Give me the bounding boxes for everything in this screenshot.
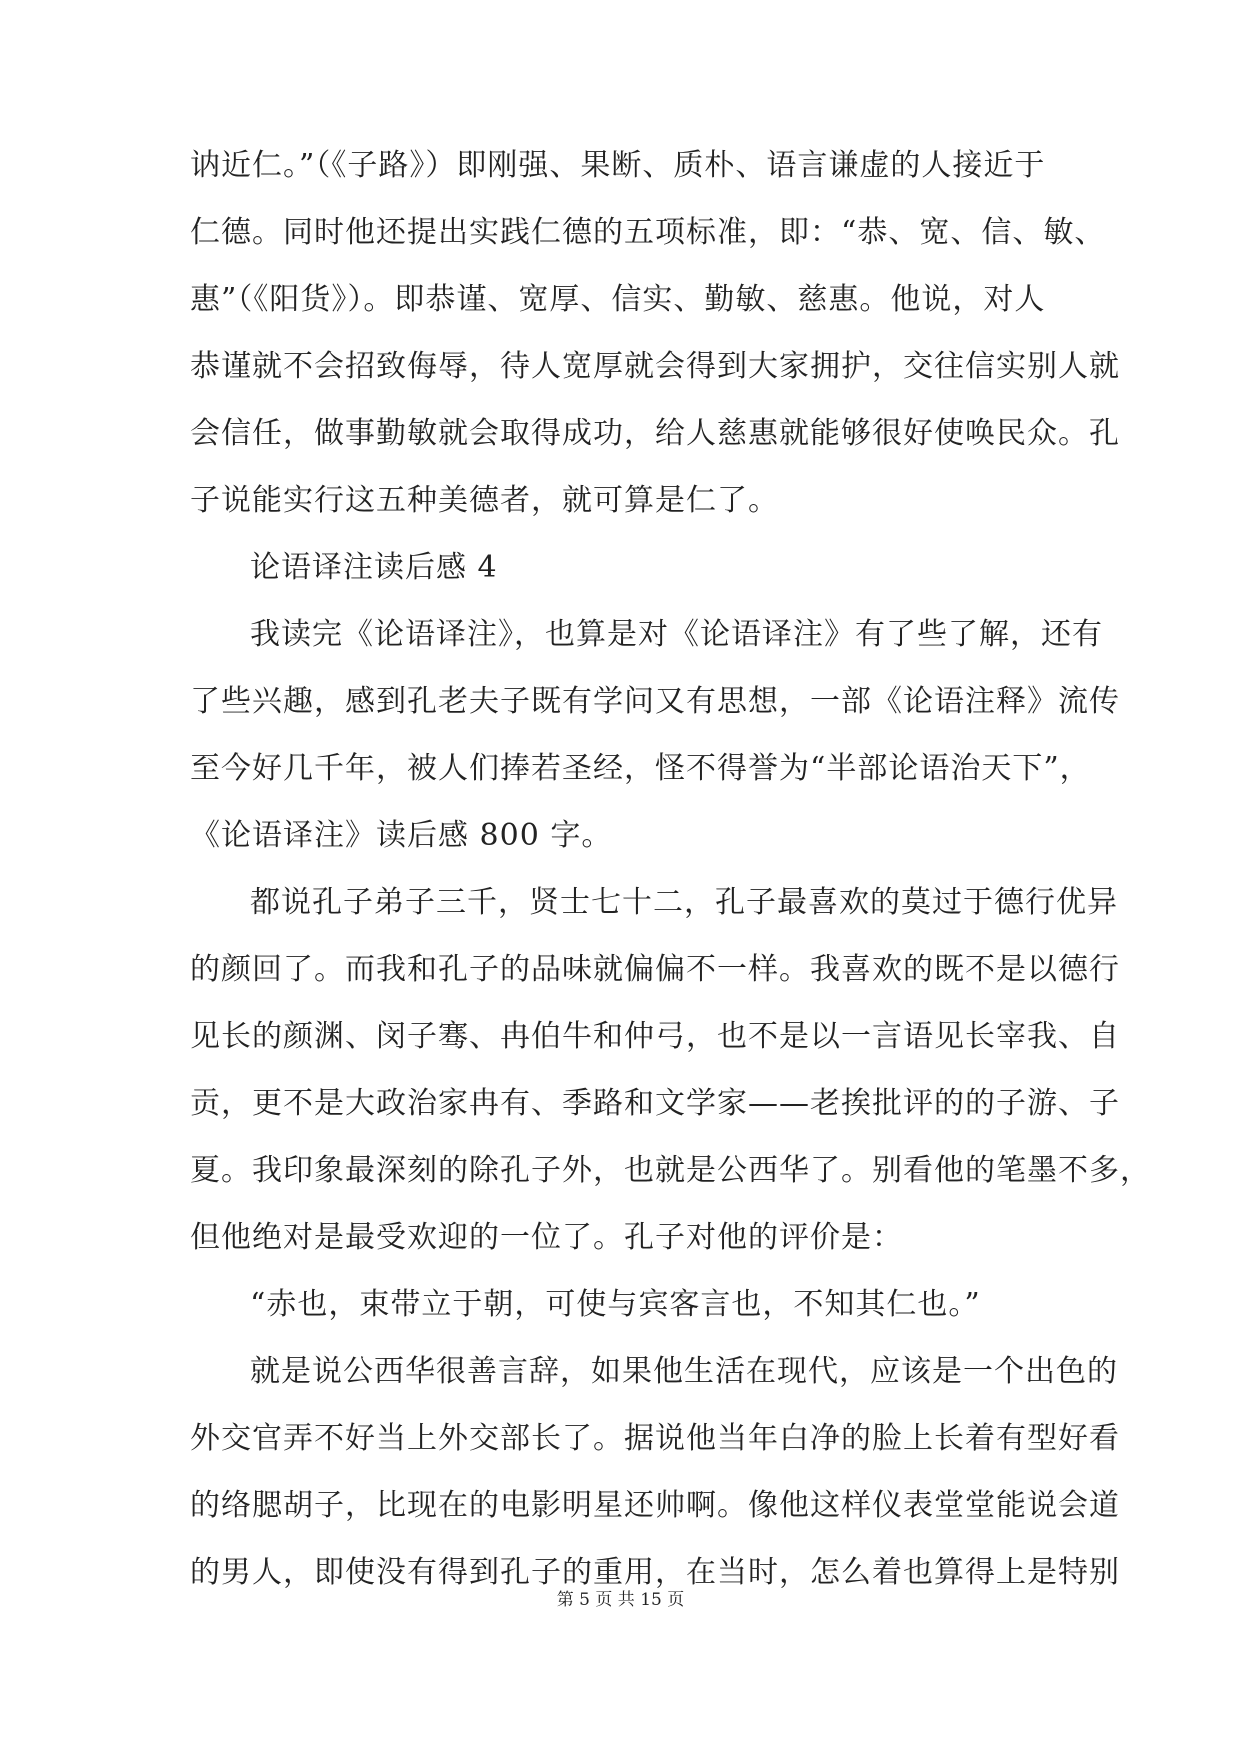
body-line: 会信任，做事勤敏就会取得成功，给人慈惠就能够很好使唤民众。孔	[190, 416, 1120, 451]
body-line: 仁德。同时他还提出实践仁德的五项标准，即：“恭、宽、信、敏、	[190, 215, 1106, 250]
body-line: 外交官弄不好当上外交部长了。据说他当年白净的脸上长着有型好看	[190, 1421, 1120, 1456]
body-line: 惠”（《阳货》）。即恭谨、宽厚、信实、勤敏、慈惠。他说，对人	[190, 282, 1046, 317]
body-line: 我读完《论语译注》，也算是对《论语译注》有了些了解，还有	[250, 617, 1103, 652]
body-line: 至今好几千年，被人们捧若圣经，怪不得誉为“半部论语治天下”，	[190, 751, 1091, 786]
body-line: 但他绝对是最受欢迎的一位了。孔子对他的评价是：	[190, 1220, 903, 1255]
section-heading: 论语译注读后感 4	[250, 550, 498, 585]
body-line: 了些兴趣，感到孔老夫子既有学问又有思想，一部《论语注释》流传	[190, 684, 1120, 719]
body-line: 子说能实行这五种美德者，就可算是仁了。	[190, 483, 779, 518]
body-line: 贡，更不是大政治家冉有、季路和文学家——老挨批评的的子游、子	[190, 1086, 1120, 1121]
body-line: 就是说公西华很善言辞，如果他生活在现代，应该是一个出色的	[250, 1354, 1118, 1389]
body-line: 恭谨就不会招致侮辱，待人宽厚就会得到大家拥护，交往信实别人就	[190, 349, 1120, 384]
body-line: 讷近仁。”（《子路》）即刚强、果断、质朴、语言谦虚的人接近于	[190, 148, 1046, 183]
body-line: 《论语译注》读后感 800 字。	[190, 818, 613, 853]
body-line: 的络腮胡子，比现在的电影明星还帅啊。像他这样仪表堂堂能说会道	[190, 1488, 1120, 1523]
page-footer: 第 5 页 共 15 页	[556, 1590, 685, 1610]
body-line: 的男人，即使没有得到孔子的重用，在当时，怎么着也算得上是特别	[190, 1555, 1120, 1590]
body-line: 的颜回了。而我和孔子的品味就偏偏不一样。我喜欢的既不是以德行	[190, 952, 1120, 987]
quote-line: “赤也，束带立于朝，可使与宾客言也，不知其仁也。”	[250, 1287, 981, 1322]
body-line: 夏。我印象最深刻的除孔子外，也就是公西华了。别看他的笔墨不多，	[190, 1153, 1151, 1188]
body-line: 都说孔子弟子三千，贤士七十二，孔子最喜欢的莫过于德行优异	[250, 885, 1118, 920]
body-line: 见长的颜渊、闵子骞、冉伯牛和仲弓，也不是以一言语见长宰我、自	[190, 1019, 1120, 1054]
